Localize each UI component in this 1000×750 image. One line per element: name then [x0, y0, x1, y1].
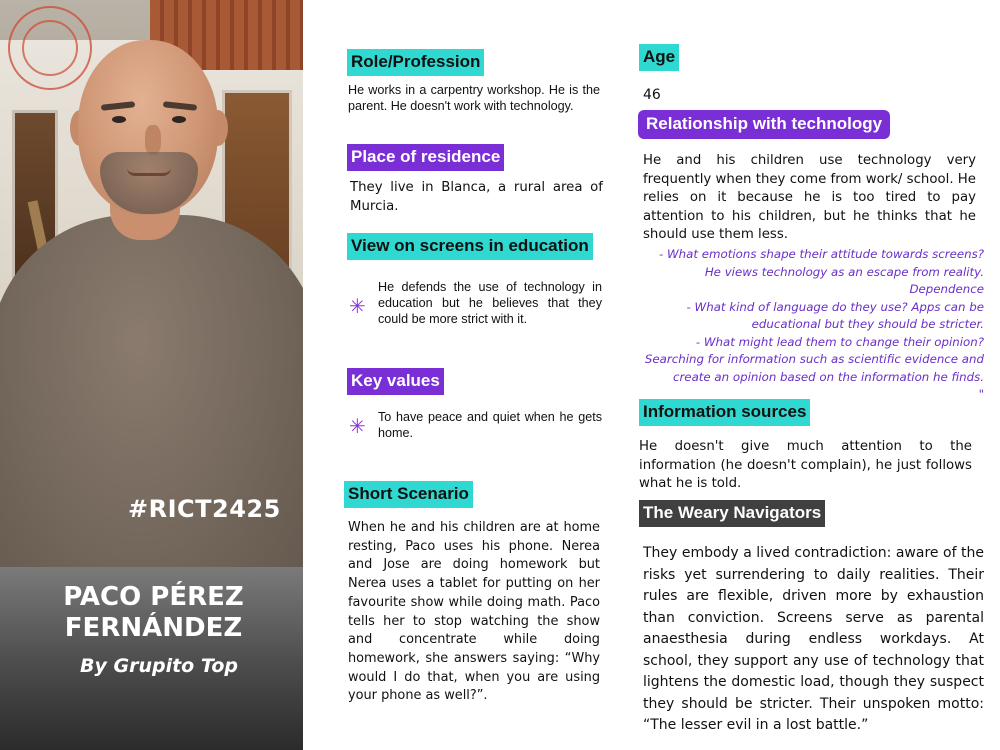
residence-heading: Place of residence: [347, 144, 504, 171]
info-sources-heading: Information sources: [639, 399, 810, 426]
hashtag-label: #RICT2425: [128, 495, 281, 523]
screens-view-heading: View on screens in education: [347, 233, 593, 260]
age-value: 46: [643, 87, 661, 103]
closing-quote: ": [978, 387, 984, 401]
scenario-heading: Short Scenario: [344, 481, 473, 508]
info-sources-text: He doesn't give much attention to the information (he doesn't complain), he just follows what he is told.: [639, 439, 972, 492]
navigators-text: They embody a lived contradiction: aware of the risks yet surrendering to daily realities. Their rules are flexible, driven more by exhaustion than conviction. Screens serve as parental anaesthesia during endless workdays. At school, they support any use of technology that lightens the domestic load, though they suspect they should be stricter. Their unspoken motto: “The lesser evil in a lost battle.”: [643, 545, 984, 733]
technology-heading: Relationship with technology: [638, 110, 890, 139]
asterisk-icon: ✳: [349, 414, 366, 438]
navigators-heading: The Weary Navigators: [639, 500, 825, 527]
persona-last-name: FERNÁNDEZ: [64, 613, 243, 643]
question-opinion: - What might lead them to change their opinion? Searching for information such as scientific evidence and create an opinion based on the information he finds.: [644, 334, 984, 384]
person-nose: [145, 125, 161, 155]
persona-first-name: PACO PÉREZ: [63, 582, 244, 612]
seal-inner-ring: [22, 20, 78, 76]
person-eye: [112, 116, 126, 123]
key-values-text: To have peace and quiet when he gets home.: [378, 410, 602, 440]
author-byline: By Grupito Top: [80, 655, 239, 677]
scenario-text: When he and his children are at home resting, Paco uses his phone. Nerea and Jose are doing homework but Nerea uses a tablet for putting on her favourite show while doing math. Paco tells her to stop watching the show and concentrate while doing homework, she answers saying: “Why would I do that, when you are using your phone as well?”.: [348, 520, 600, 704]
person-eye: [172, 116, 186, 123]
question-language: - What kind of language do they use? Apps can be educational but they should be stricter.: [686, 299, 984, 331]
key-values-heading: Key values: [347, 368, 444, 395]
screens-view-text: He defends the use of technology in education but he believes that they could be more strict with it.: [378, 280, 602, 326]
age-heading: Age: [639, 44, 679, 71]
question-emotions: - What emotions shape their attitude towards screens? He views technology as an escape from reality. Dependence: [659, 247, 984, 296]
profile-photo: [0, 0, 303, 750]
residence-text: They live in Blanca, a rural area of Murcia.: [350, 180, 603, 214]
role-text: He works in a carpentry workshop. He is the parent. He doesn't work with technology.: [348, 83, 600, 113]
role-heading: Role/Profession: [347, 49, 484, 76]
technology-text: He and his children use technology very frequently when they come from work/ school. He relies on it because he is too tired to pay attention to his children, but he thinks that he should use them less.: [643, 153, 976, 243]
university-seal-icon: [8, 6, 92, 90]
person-mouth: [127, 168, 171, 176]
asterisk-icon: ✳: [349, 294, 366, 318]
reflection-questions: [643, 246, 984, 404]
